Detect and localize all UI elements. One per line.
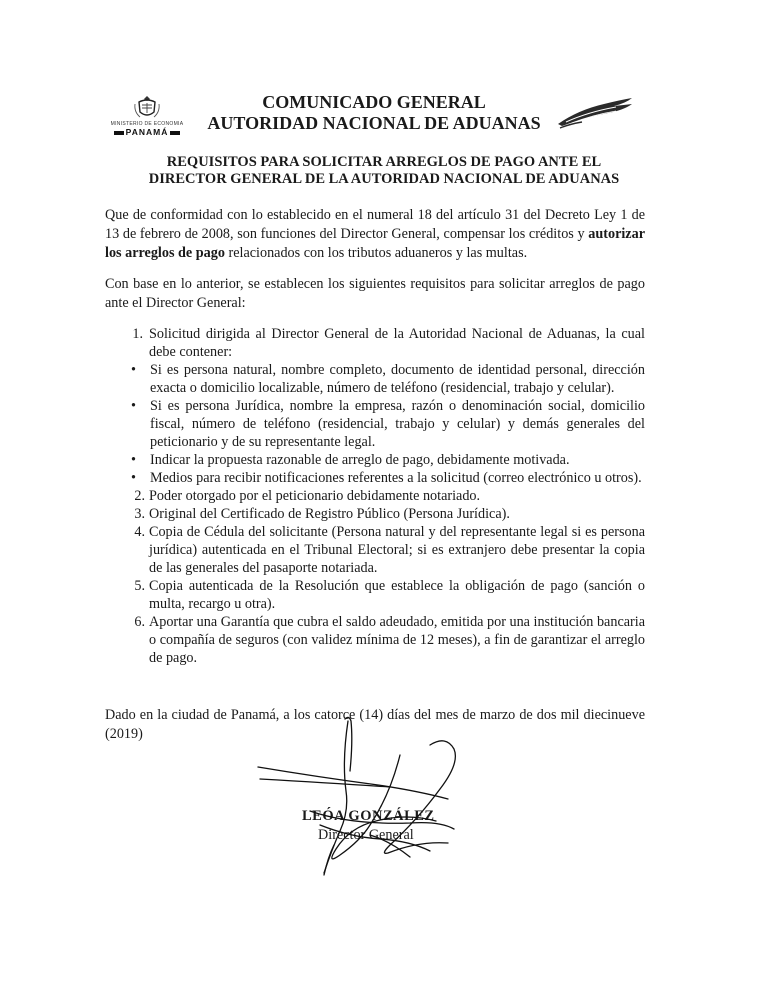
requirement-number: 2. bbox=[134, 488, 145, 504]
aduanas-wing-logo-icon bbox=[552, 92, 638, 132]
header-title bbox=[200, 92, 548, 134]
bullet-glyph: • bbox=[131, 470, 136, 486]
closing-paragraph: Dado en la ciudad de Panamá, a los catorce (14) días del mes de marzo de dos mil diecinueve (2019) bbox=[105, 707, 645, 742]
requirement-item-1 bbox=[105, 325, 645, 361]
bullet-item bbox=[105, 397, 645, 451]
intro-paragraph bbox=[105, 206, 645, 263]
requirement-1-bullets bbox=[105, 361, 645, 487]
header-title-line1: COMUNICADO GENERAL bbox=[262, 92, 486, 112]
requirement-number: 5. bbox=[134, 578, 145, 594]
intro-text-end: relacionados con los tributos aduaneros y las multas. bbox=[224, 245, 528, 261]
intro-text-start: Que de conformidad con lo establecido en el numeral 18 del artículo 31 del Decreto Ley 1 de 13 de febrero de 2008, son funciones del Director General, compensar los créditos y bbox=[105, 207, 645, 242]
requirement-item-6 bbox=[105, 613, 645, 667]
subject-line2: DIRECTOR GENERAL DE LA AUTORIDAD NACIONAL DE ADUANAS bbox=[148, 171, 620, 187]
requirement-text: Solicitud dirigida al Director General de la Autoridad Nacional de Aduanas, la cual debe contener: bbox=[149, 326, 645, 360]
requirement-item-2 bbox=[105, 487, 645, 505]
bullet-text: Indicar la propuesta razonable de arreglo de pago, debidamente motivada. bbox=[150, 452, 570, 468]
bullet-text: Si es persona natural, nombre completo, documento de identidad personal, dirección exacta o domicilio localizable, número de teléfono (residencial, trabajo y celular). bbox=[150, 362, 645, 396]
intro-bold-text: autorizar los arreglos de pago bbox=[105, 226, 645, 261]
bullet-glyph: • bbox=[131, 362, 136, 378]
bullet-glyph: • bbox=[131, 398, 136, 414]
header-title-line2: AUTORIDAD NACIONAL DE ADUANAS bbox=[207, 113, 541, 133]
emblem-country bbox=[104, 127, 190, 137]
requirements-list bbox=[105, 325, 645, 667]
requirement-item-3 bbox=[105, 505, 645, 523]
bullet-item bbox=[105, 361, 645, 397]
requirement-number: 4. bbox=[134, 524, 145, 540]
requirement-text: Original del Certificado de Registro Público (Persona Jurídica). bbox=[149, 506, 510, 522]
requirement-text: Poder otorgado por el peticionario debidamente notariado. bbox=[149, 488, 481, 504]
requirement-item-4 bbox=[105, 523, 645, 577]
requirement-number: 3. bbox=[134, 506, 145, 522]
requirement-text: Aportar una Garantía que cubra el saldo adeudado, emitida por una institución bancaria o compañía de seguros (con validez mínima de 12 meses), a fin de garantizar el arreglo de pago. bbox=[149, 614, 645, 666]
subject-title bbox=[108, 154, 660, 188]
basis-paragraph: Con base en lo anterior, se establecen los siguientes requisitos para solicitar arreglos de pago ante el Director General: bbox=[105, 276, 645, 311]
handwritten-signature-icon bbox=[250, 715, 490, 885]
requirement-text: Copia de Cédula del solicitante (Persona natural y del representante legal si es persona jurídica) autenticada en el Tribunal Electoral; si es extranjero debe presentar la copia de las generales del pasaporte notariada. bbox=[149, 524, 645, 576]
panama-coat-of-arms-emblem bbox=[104, 94, 190, 140]
bullet-item bbox=[105, 469, 645, 487]
emblem-caption: MINISTERIO DE ECONOMIA bbox=[110, 121, 184, 127]
bullet-text: Medios para recibir notificaciones referentes a la solicitud (correo electrónico u otros). bbox=[150, 470, 642, 486]
requirement-number: 6. bbox=[134, 614, 145, 630]
coat-of-arms-icon bbox=[132, 94, 162, 120]
requirement-number: 1. bbox=[132, 326, 143, 342]
subject-line1: REQUISITOS PARA SOLICITAR ARREGLOS DE PAGO ANTE EL bbox=[166, 154, 602, 170]
bullet-glyph: • bbox=[131, 452, 136, 468]
bullet-text: Si es persona Jurídica, nombre la empresa, razón o denominación social, domicilio fiscal, número de teléfono (residencial, trabajo y celular) y demás generales del peticionario y de su representante legal. bbox=[150, 398, 645, 450]
emblem-country-text: PANAMÁ bbox=[125, 127, 169, 137]
requirement-text: Copia autenticada de la Resolución que establece la obligación de pago (sanción o multa, recargo u otra). bbox=[149, 578, 645, 612]
requirement-item-5 bbox=[105, 577, 645, 613]
signatory-name: LEÓA GONZÁLEZ bbox=[302, 808, 435, 824]
signatory-role: Director General bbox=[318, 827, 414, 843]
bullet-item bbox=[105, 451, 645, 469]
